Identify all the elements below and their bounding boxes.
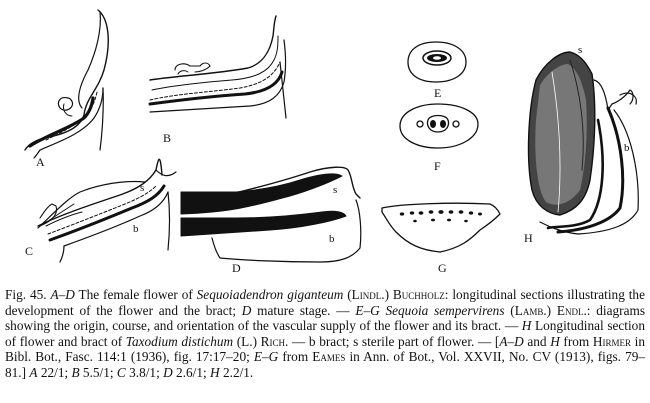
mag-value: 5.5/1; [79,364,117,380]
panel-h-sterile-label: s [578,44,583,56]
author-name: (L.) Rich. [233,333,289,349]
mag-value: 22/1; [37,364,72,380]
author-name: (Lindl.) Buchholz [343,287,445,302]
panel-g-drawing [382,203,500,252]
caption-text: — b bract; s sterile part of flower. — [ [288,333,500,349]
caption-text: from [559,333,593,349]
caption-ref: D [241,302,252,318]
caption-ref: H [550,333,560,349]
panel-f-drawing [400,104,478,148]
caption-text: : diagrams showing the origin, course, and orientation of the vascular supply of the flower and its bract. — [5,302,645,334]
panel-d-sterile-label: s [333,184,338,196]
panel-h-label: H [524,231,533,245]
panel-h-bract-label: b [624,142,630,154]
panel-f-label: F [434,159,441,173]
caption-ref: E–G [355,302,380,318]
panel-d-label: D [232,261,241,275]
mag-letter: D [163,364,173,380]
mag-letter: C [116,364,126,380]
mag-letter: H [210,364,220,380]
panel-h-drawing [529,52,639,234]
panel-b-drawing [150,16,286,118]
caption-text: in Bibl. Bot., Fasc. 114:1 (1936), fig. 17:17–20; [5,333,646,365]
caption-ref: H [521,318,532,334]
panel-d-bract-label: b [329,233,335,245]
caption-ref: A–D [499,333,524,349]
caption-text: mature stage. — [251,302,356,318]
caption-text: : longitudinal sections illustrating the development of the flower and the bract; [5,287,645,318]
mag-value: 3.8/1; [125,364,164,380]
panel-e-drawing [408,42,466,82]
caption-text: from [278,349,313,365]
caption-ref: E–G [253,349,279,365]
caption-text: in Ann. of Bot., Vol. XXVII, No. CV (1913), figs. 79–81.] [5,349,646,380]
panel-c-sterile-label: s [140,182,145,194]
caption-text: Longitudinal section of flower and bract of [5,318,645,349]
panel-a-drawing [25,10,108,158]
mag-value: 2.6/1; [172,364,211,380]
species-name: Taxodium distichum [125,333,234,349]
caption-ref: A–D [50,287,75,302]
caption-text: and [523,333,551,349]
panel-e-label: E [434,86,442,100]
panel-c-bract-label: b [133,223,139,235]
panel-g-label: G [438,261,447,275]
panel-c-drawing [38,159,176,262]
caption-text: The female flower of [74,287,197,302]
panel-a-label: A [36,155,45,169]
source-author: Hirmer [592,333,632,349]
mag-value: 2.2/1. [219,364,254,380]
author-name: (Lamb.) Endl. [504,302,587,318]
panel-b-label: B [163,131,172,145]
figure-caption [5,287,645,381]
mag-letter: B [71,364,80,380]
mag-letter: A [29,364,38,380]
source-author: Eames [312,349,346,365]
species-name: Sequoia sempervirens [379,302,505,318]
panel-d-drawing [181,167,361,262]
panel-c-label: C [25,244,34,258]
fig-number: Fig. 45. [5,287,47,302]
species-name: Sequoiadendron giganteum [196,287,344,302]
